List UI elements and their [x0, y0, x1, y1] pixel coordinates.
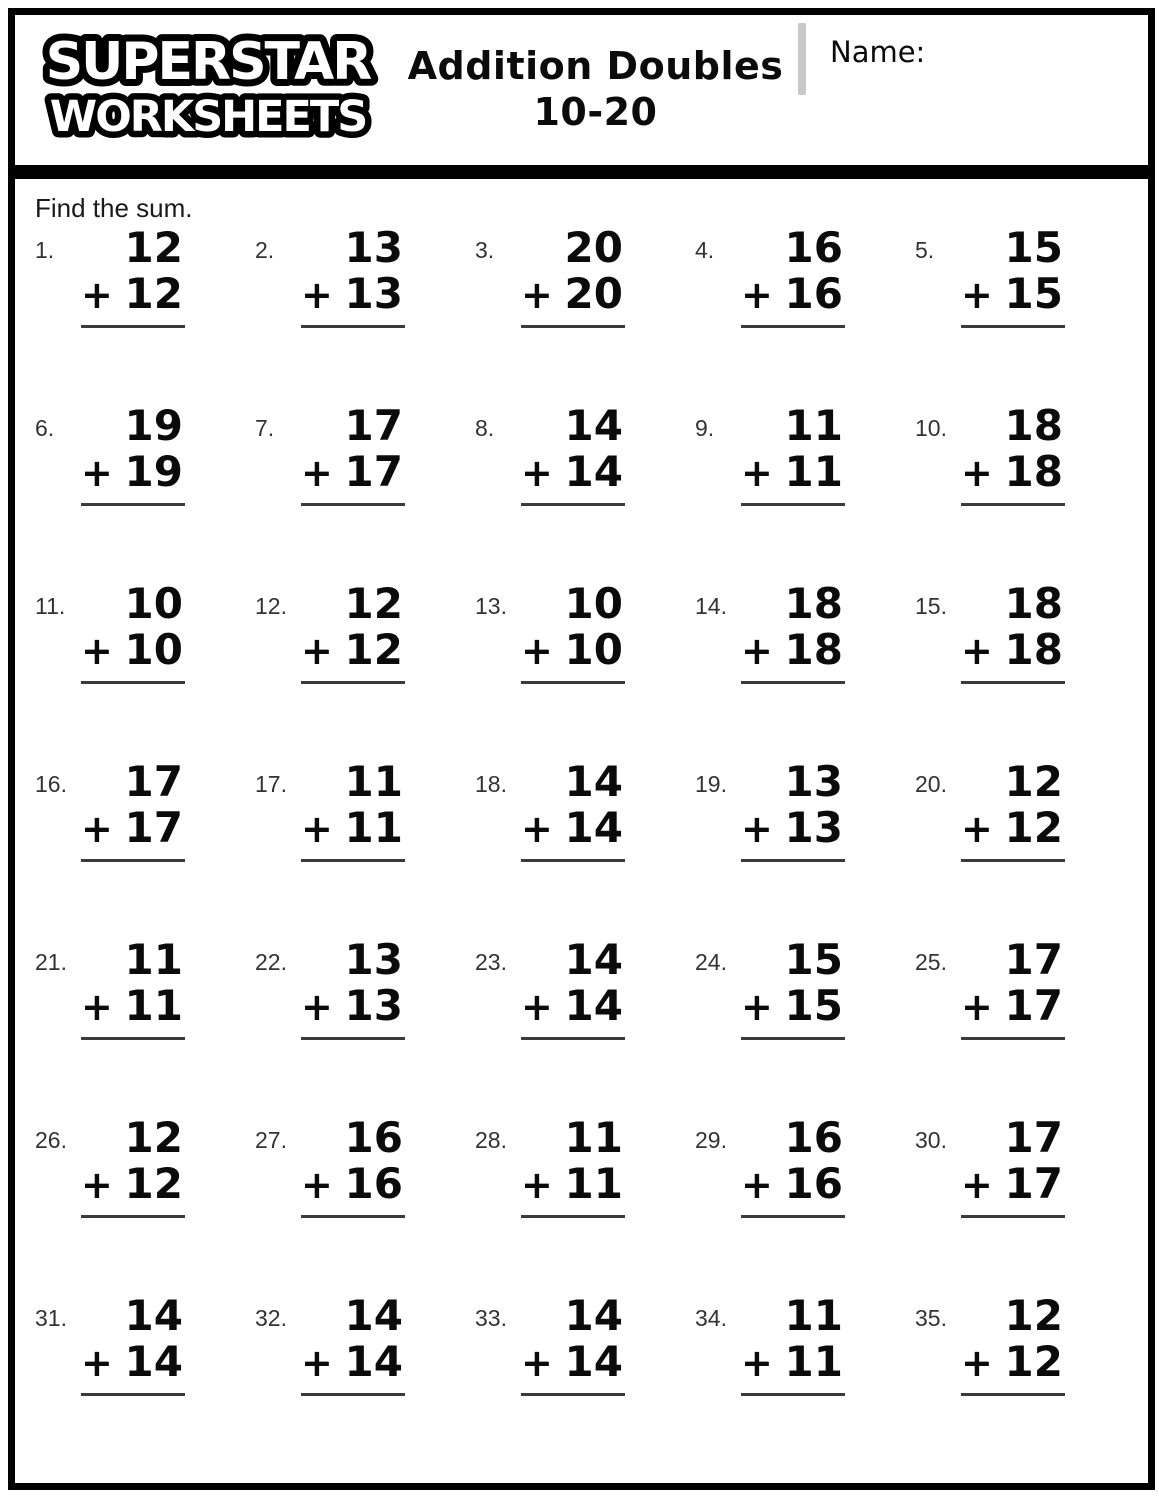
addend-bottom: 13	[344, 981, 403, 1030]
problem-math	[301, 1293, 405, 1396]
problem-math	[961, 1115, 1065, 1218]
answer-line[interactable]	[301, 859, 405, 862]
problem-cell	[475, 937, 695, 1115]
addend-bottom: 18	[784, 625, 843, 674]
plus-sign: +	[961, 985, 993, 1029]
problem-number: 34.	[695, 1305, 727, 1331]
addend-bottom: 11	[784, 1337, 843, 1386]
answer-line[interactable]	[81, 325, 185, 328]
addend-top: 11	[344, 757, 403, 806]
problem-number: 13.	[475, 593, 507, 619]
problem-cell	[35, 759, 255, 937]
problem-cell	[35, 403, 255, 581]
plus-sign: +	[741, 273, 773, 317]
problem-cell	[695, 225, 915, 403]
addend-top: 10	[564, 579, 623, 628]
addend-top: 18	[784, 579, 843, 628]
problem-number: 32.	[255, 1305, 287, 1331]
problem-number: 17.	[255, 771, 287, 797]
answer-line[interactable]	[961, 325, 1065, 328]
answer-line[interactable]	[301, 325, 405, 328]
addend-bottom: 16	[344, 1159, 403, 1208]
problem-number: 10.	[915, 415, 947, 441]
addend-bottom: 14	[564, 447, 623, 496]
addend-bottom: 12	[1004, 1337, 1063, 1386]
addend-top: 18	[1004, 401, 1063, 450]
problem-cell	[255, 937, 475, 1115]
answer-line[interactable]	[961, 681, 1065, 684]
problem-math	[81, 1115, 185, 1218]
problem-math	[81, 225, 185, 328]
answer-line[interactable]	[81, 1215, 185, 1218]
name-write-in-blank[interactable]	[925, 23, 1148, 83]
addend-top: 13	[344, 935, 403, 984]
answer-line[interactable]	[301, 1393, 405, 1396]
problem-math	[81, 581, 185, 684]
answer-line[interactable]	[81, 1037, 185, 1040]
plus-sign: +	[961, 1341, 993, 1385]
problem-cell	[255, 1115, 475, 1293]
problem-cell	[35, 937, 255, 1115]
problem-number: 5.	[915, 237, 935, 263]
answer-line[interactable]	[961, 1393, 1065, 1396]
plus-sign: +	[741, 451, 773, 495]
plus-sign: +	[741, 1341, 773, 1385]
problem-cell	[255, 225, 475, 403]
addend-top: 17	[344, 401, 403, 450]
plus-sign: +	[301, 1163, 333, 1207]
worksheet-title	[393, 15, 798, 165]
addend-top: 12	[1004, 1291, 1063, 1340]
problem-cell	[695, 581, 915, 759]
addend-top: 11	[784, 401, 843, 450]
problem-cell	[915, 759, 1135, 937]
plus-sign: +	[961, 451, 993, 495]
logo-text-line1: SUPERSTAR	[45, 32, 371, 92]
addend-bottom: 20	[564, 269, 623, 318]
problem-number: 20.	[915, 771, 947, 797]
addend-top: 12	[124, 1113, 183, 1162]
name-section	[798, 15, 1148, 165]
addend-top: 13	[784, 757, 843, 806]
addend-top: 19	[124, 401, 183, 450]
answer-line[interactable]	[741, 1037, 845, 1040]
addend-top: 15	[1004, 223, 1063, 272]
addend-bottom: 16	[784, 1159, 843, 1208]
addend-top: 11	[124, 935, 183, 984]
problem-math	[521, 937, 625, 1040]
addend-top: 11	[784, 1291, 843, 1340]
problem-cell	[255, 759, 475, 937]
problem-number: 4.	[695, 237, 715, 263]
problem-math	[741, 759, 845, 862]
problem-math	[301, 225, 405, 328]
addend-bottom: 12	[1004, 803, 1063, 852]
addend-top: 17	[1004, 935, 1063, 984]
plus-sign: +	[521, 273, 553, 317]
answer-line[interactable]	[81, 859, 185, 862]
plus-sign: +	[81, 273, 113, 317]
answer-line[interactable]	[961, 1037, 1065, 1040]
plus-sign: +	[961, 629, 993, 673]
problem-cell	[915, 403, 1135, 581]
answer-line[interactable]	[81, 1393, 185, 1396]
answer-line[interactable]	[741, 325, 845, 328]
problem-cell	[475, 581, 695, 759]
plus-sign: +	[301, 273, 333, 317]
addend-top: 11	[564, 1113, 623, 1162]
problem-number: 26.	[35, 1127, 67, 1153]
answer-line[interactable]	[961, 1215, 1065, 1218]
problem-math	[741, 1115, 845, 1218]
addend-top: 14	[344, 1291, 403, 1340]
problem-math	[961, 403, 1065, 506]
plus-sign: +	[81, 985, 113, 1029]
answer-line[interactable]	[521, 325, 625, 328]
problem-cell	[915, 581, 1135, 759]
answer-line[interactable]	[521, 503, 625, 506]
problem-cell	[255, 1293, 475, 1471]
problem-cell	[35, 225, 255, 403]
problem-number: 3.	[475, 237, 495, 263]
answer-line[interactable]	[301, 503, 405, 506]
plus-sign: +	[741, 807, 773, 851]
addend-bottom: 14	[124, 1337, 183, 1386]
addend-bottom: 11	[564, 1159, 623, 1208]
problem-number: 15.	[915, 593, 947, 619]
problem-cell	[915, 1293, 1135, 1471]
problem-number: 33.	[475, 1305, 507, 1331]
answer-line[interactable]	[961, 503, 1065, 506]
problem-math	[521, 225, 625, 328]
problem-cell	[35, 581, 255, 759]
problem-number: 23.	[475, 949, 507, 975]
addend-top: 10	[124, 579, 183, 628]
answer-line[interactable]	[741, 503, 845, 506]
addend-bottom: 10	[564, 625, 623, 674]
plus-sign: +	[81, 451, 113, 495]
problems-grid	[35, 225, 1148, 1471]
plus-sign: +	[521, 1163, 553, 1207]
answer-line[interactable]	[301, 1215, 405, 1218]
problem-math	[301, 581, 405, 684]
addend-top: 16	[344, 1113, 403, 1162]
addend-top: 12	[344, 579, 403, 628]
problem-cell	[35, 1115, 255, 1293]
problem-cell	[695, 1115, 915, 1293]
problem-number: 21.	[35, 949, 67, 975]
problem-cell	[695, 759, 915, 937]
addend-top: 14	[564, 401, 623, 450]
problem-cell	[695, 403, 915, 581]
problem-number: 24.	[695, 949, 727, 975]
addend-top: 17	[124, 757, 183, 806]
problem-number: 11.	[35, 593, 66, 619]
addend-top: 14	[124, 1291, 183, 1340]
problem-number: 28.	[475, 1127, 507, 1153]
problem-number: 35.	[915, 1305, 947, 1331]
instructions-text: Find the sum.	[35, 193, 193, 223]
problem-cell	[255, 581, 475, 759]
plus-sign: +	[521, 1341, 553, 1385]
problem-cell	[475, 403, 695, 581]
plus-sign: +	[521, 629, 553, 673]
problem-number: 22.	[255, 949, 287, 975]
problem-cell	[915, 937, 1135, 1115]
plus-sign: +	[81, 807, 113, 851]
problem-math	[961, 759, 1065, 862]
problem-number: 14.	[695, 593, 727, 619]
addend-bottom: 17	[1004, 981, 1063, 1030]
problem-number: 25.	[915, 949, 947, 975]
answer-line[interactable]	[521, 1037, 625, 1040]
problem-math	[521, 1293, 625, 1396]
answer-line[interactable]	[741, 1215, 845, 1218]
addend-top: 14	[564, 757, 623, 806]
answer-line[interactable]	[741, 859, 845, 862]
addend-bottom: 13	[344, 269, 403, 318]
addend-bottom: 18	[1004, 447, 1063, 496]
problem-math	[521, 759, 625, 862]
addend-bottom: 13	[784, 803, 843, 852]
problem-math	[81, 759, 185, 862]
logo-text-line2: WORKSHEETS	[49, 92, 367, 142]
problem-number: 29.	[695, 1127, 727, 1153]
problem-cell	[35, 1293, 255, 1471]
addend-top: 15	[784, 935, 843, 984]
addend-top: 12	[124, 223, 183, 272]
problem-math	[521, 581, 625, 684]
problem-number: 8.	[475, 415, 495, 441]
problem-number: 7.	[255, 415, 275, 441]
plus-sign: +	[961, 273, 993, 317]
problem-cell	[695, 1293, 915, 1471]
answer-line[interactable]	[81, 503, 185, 506]
plus-sign: +	[301, 807, 333, 851]
logo-graphic	[27, 29, 389, 151]
problem-cell	[475, 759, 695, 937]
problem-number: 2.	[255, 237, 275, 263]
plus-sign: +	[741, 1163, 773, 1207]
problem-cell	[915, 1115, 1135, 1293]
problem-cell	[475, 1293, 695, 1471]
addend-bottom: 14	[564, 981, 623, 1030]
plus-sign: +	[301, 629, 333, 673]
answer-line[interactable]	[961, 859, 1065, 862]
plus-sign: +	[741, 629, 773, 673]
addend-bottom: 11	[344, 803, 403, 852]
problem-math	[81, 1293, 185, 1396]
problem-math	[301, 403, 405, 506]
plus-sign: +	[301, 985, 333, 1029]
addend-bottom: 12	[124, 1159, 183, 1208]
problem-cell	[695, 937, 915, 1115]
plus-sign: +	[81, 1341, 113, 1385]
plus-sign: +	[301, 451, 333, 495]
problem-number: 18.	[475, 771, 507, 797]
answer-line[interactable]	[521, 1393, 625, 1396]
addend-top: 14	[564, 935, 623, 984]
problem-math	[741, 581, 845, 684]
worksheet-title-line1: Addition Doubles	[407, 44, 784, 88]
answer-line[interactable]	[301, 681, 405, 684]
addend-bottom: 12	[344, 625, 403, 674]
answer-line[interactable]	[81, 681, 185, 684]
addend-top: 20	[564, 223, 623, 272]
plus-sign: +	[741, 985, 773, 1029]
plus-sign: +	[81, 629, 113, 673]
addend-bottom: 17	[344, 447, 403, 496]
problem-number: 16.	[35, 771, 67, 797]
problem-number: 9.	[695, 415, 715, 441]
problem-number: 27.	[255, 1127, 287, 1153]
answer-line[interactable]	[741, 1393, 845, 1396]
addend-top: 13	[344, 223, 403, 272]
problem-math	[301, 759, 405, 862]
problem-number: 12.	[255, 593, 287, 619]
addend-bottom: 17	[1004, 1159, 1063, 1208]
problem-number: 31.	[35, 1305, 67, 1331]
problem-number: 19.	[695, 771, 727, 797]
plus-sign: +	[521, 451, 553, 495]
problem-math	[961, 937, 1065, 1040]
answer-line[interactable]	[521, 1215, 625, 1218]
problem-math	[301, 937, 405, 1040]
plus-sign: +	[301, 1341, 333, 1385]
problem-cell	[475, 1115, 695, 1293]
worksheet-title-line2: 10-20	[533, 90, 658, 134]
plus-sign: +	[81, 1163, 113, 1207]
addend-bottom: 12	[124, 269, 183, 318]
addend-bottom: 18	[1004, 625, 1063, 674]
problem-math	[741, 225, 845, 328]
problem-math	[521, 403, 625, 506]
problem-cell	[915, 225, 1135, 403]
problem-math	[81, 403, 185, 506]
addend-bottom: 15	[1004, 269, 1063, 318]
problem-math	[81, 937, 185, 1040]
problem-cell	[475, 225, 695, 403]
problem-cell	[255, 403, 475, 581]
addend-bottom: 15	[784, 981, 843, 1030]
addend-bottom: 14	[564, 1337, 623, 1386]
answer-line[interactable]	[521, 859, 625, 862]
name-label: Name:	[830, 35, 926, 69]
problem-math	[741, 1293, 845, 1396]
addend-bottom: 11	[784, 447, 843, 496]
answer-line[interactable]	[521, 681, 625, 684]
addend-top: 16	[784, 1113, 843, 1162]
addend-bottom: 11	[124, 981, 183, 1030]
problem-number: 6.	[35, 415, 55, 441]
worksheet-header	[8, 8, 1155, 172]
problem-number: 1.	[35, 237, 55, 263]
addend-bottom: 19	[124, 447, 183, 496]
addend-bottom: 16	[784, 269, 843, 318]
addend-bottom: 17	[124, 803, 183, 852]
problem-math	[741, 937, 845, 1040]
superstar-worksheets-logo	[15, 15, 393, 165]
problem-math	[301, 1115, 405, 1218]
plus-sign: +	[961, 807, 993, 851]
addend-bottom: 10	[124, 625, 183, 674]
addend-top: 16	[784, 223, 843, 272]
addend-top: 18	[1004, 579, 1063, 628]
plus-sign: +	[521, 985, 553, 1029]
problem-math	[741, 403, 845, 506]
problem-math	[961, 225, 1065, 328]
addend-bottom: 14	[564, 803, 623, 852]
answer-line[interactable]	[741, 681, 845, 684]
addend-top: 17	[1004, 1113, 1063, 1162]
addend-top: 14	[564, 1291, 623, 1340]
problem-number: 30.	[915, 1127, 947, 1153]
name-divider-bar	[798, 23, 806, 95]
problem-math	[961, 1293, 1065, 1396]
problem-math	[961, 581, 1065, 684]
answer-line[interactable]	[301, 1037, 405, 1040]
addend-bottom: 14	[344, 1337, 403, 1386]
problem-math	[521, 1115, 625, 1218]
problems-panel	[8, 172, 1155, 1490]
plus-sign: +	[961, 1163, 993, 1207]
addend-top: 12	[1004, 757, 1063, 806]
plus-sign: +	[521, 807, 553, 851]
